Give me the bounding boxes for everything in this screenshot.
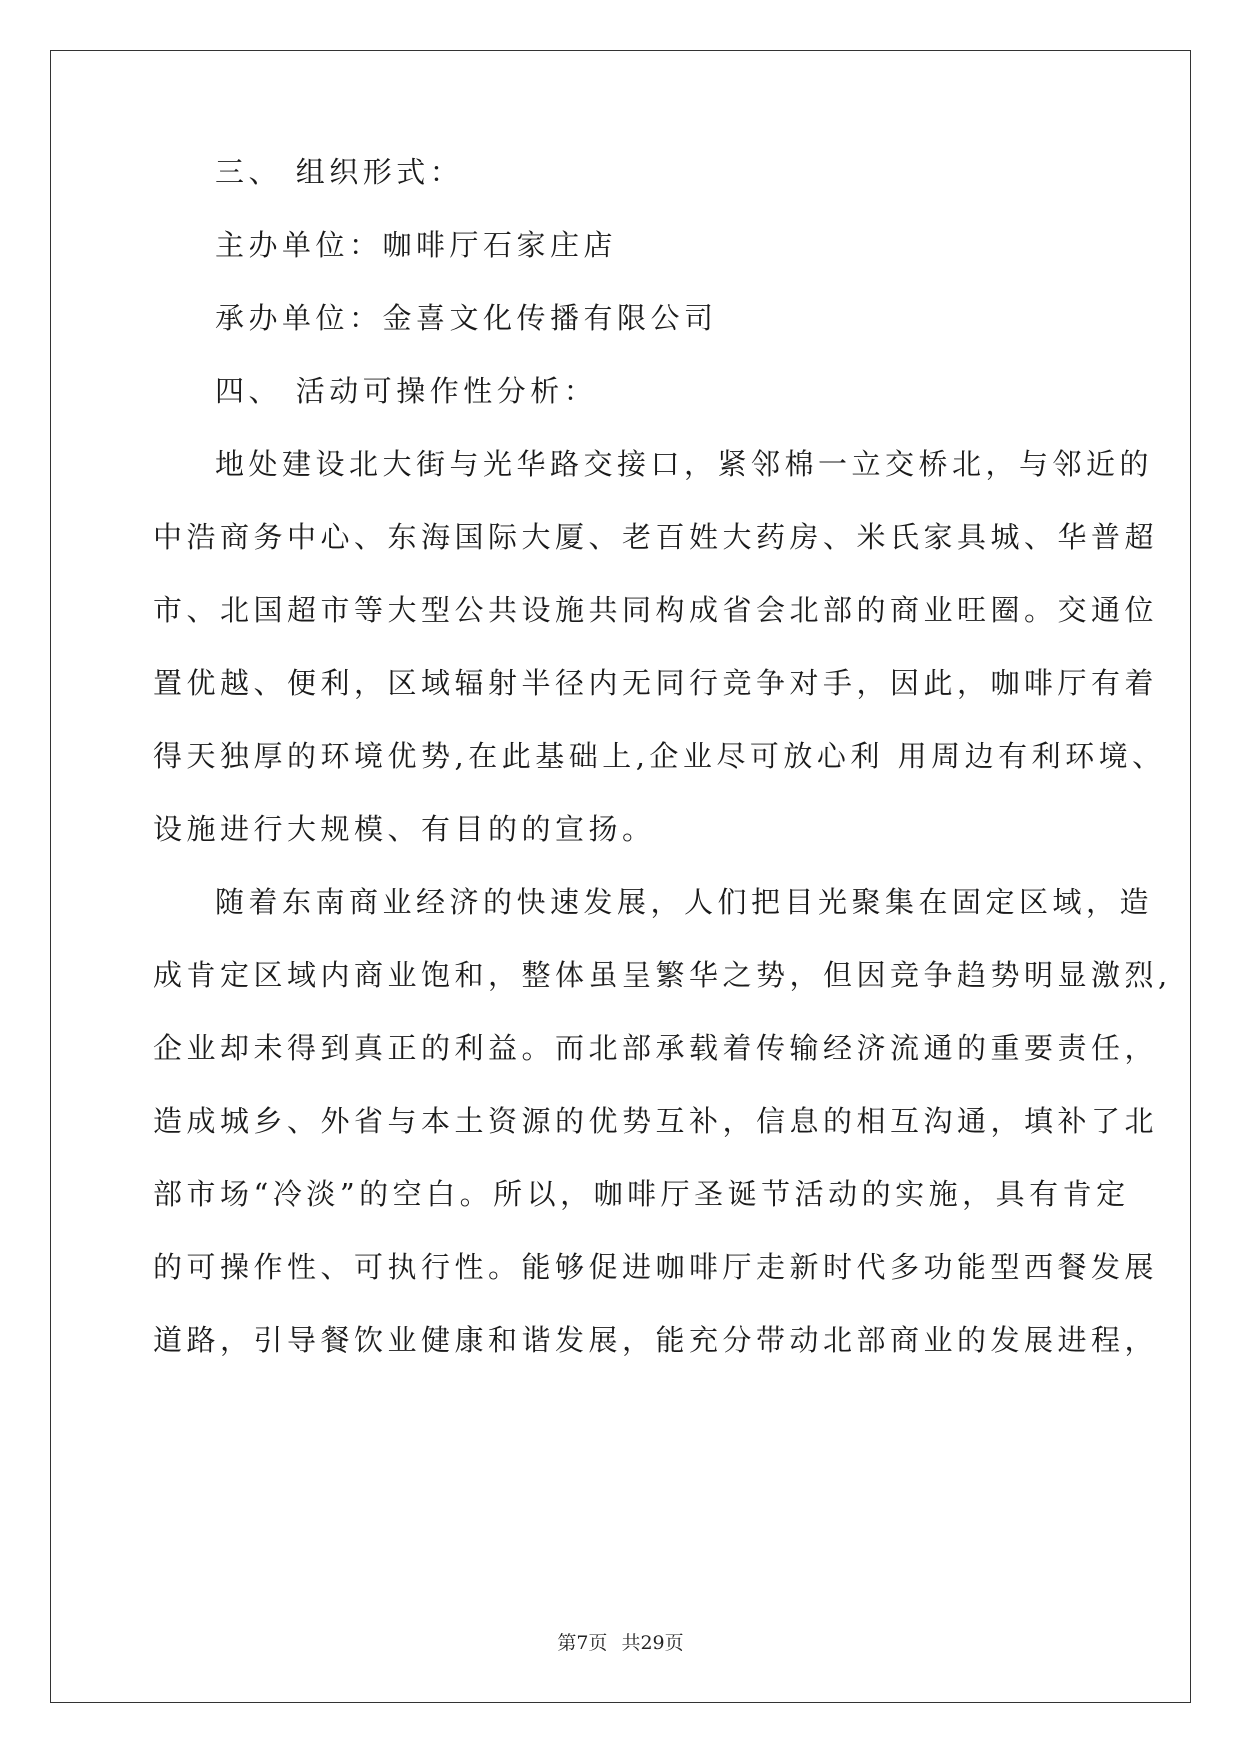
host-unit-line: 主办单位：咖啡厅石家庄店 <box>215 228 618 262</box>
paragraph-2-line-4: 造成城乡、外省与本土资源的优势互补，信息的相互沟通，填补了北 <box>153 1104 1159 1138</box>
paragraph-2-line-7: 道路，引导餐饮业健康和谐发展，能充分带动北部商业的发展进程， <box>153 1323 1159 1357</box>
paragraph-1-line-3: 市、北国超市等大型公共设施共同构成省会北部的商业旺圈。交通位 <box>153 593 1159 627</box>
organizer-unit-line: 承办单位：金喜文化传播有限公司 <box>215 301 718 335</box>
section-heading-feasibility: 四、 活动可操作性分析： <box>215 374 598 408</box>
paragraph-2-line-6: 的可操作性、可执行性。能够促进咖啡厅走新时代多功能型西餐发展 <box>153 1250 1159 1284</box>
paragraph-1-line-6: 设施进行大规模、有目的的宣扬。 <box>153 812 656 846</box>
paragraph-1-line-4: 置优越、便利，区域辐射半径内无同行竞争对手，因此，咖啡厅有着 <box>153 666 1159 700</box>
page-number: 第7页 <box>557 1632 608 1654</box>
paragraph-1-line-5: 得天独厚的环境优势,在此基础上,企业尽可放心利 用周边有利环境、 <box>153 739 1166 773</box>
paragraph-2-line-3: 企业却未得到真正的利益。而北部承载着传输经济流通的重要责任， <box>153 1031 1159 1065</box>
section-heading-organization: 三、 组织形式： <box>215 155 464 189</box>
paragraph-2-line-5: 部市场“冷淡”的空白。所以，咖啡厅圣诞节活动的实施，具有肯定 <box>153 1177 1130 1211</box>
paragraph-2-line-1: 随着东南商业经济的快速发展，人们把目光聚集在固定区域，造 <box>215 885 1154 919</box>
paragraph-1-line-1: 地处建设北大街与光华路交接口，紧邻棉一立交桥北，与邻近的 <box>215 447 1154 481</box>
paragraph-2-line-2: 成肯定区域内商业饱和，整体虽呈繁华之势，但因竞争趋势明显激烈, <box>153 958 1172 992</box>
paragraph-1-line-2: 中浩商务中心、东海国际大厦、老百姓大药房、米氏家具城、华普超 <box>153 520 1159 554</box>
page-footer <box>0 1628 1241 1655</box>
total-pages: 共29页 <box>621 1632 684 1654</box>
